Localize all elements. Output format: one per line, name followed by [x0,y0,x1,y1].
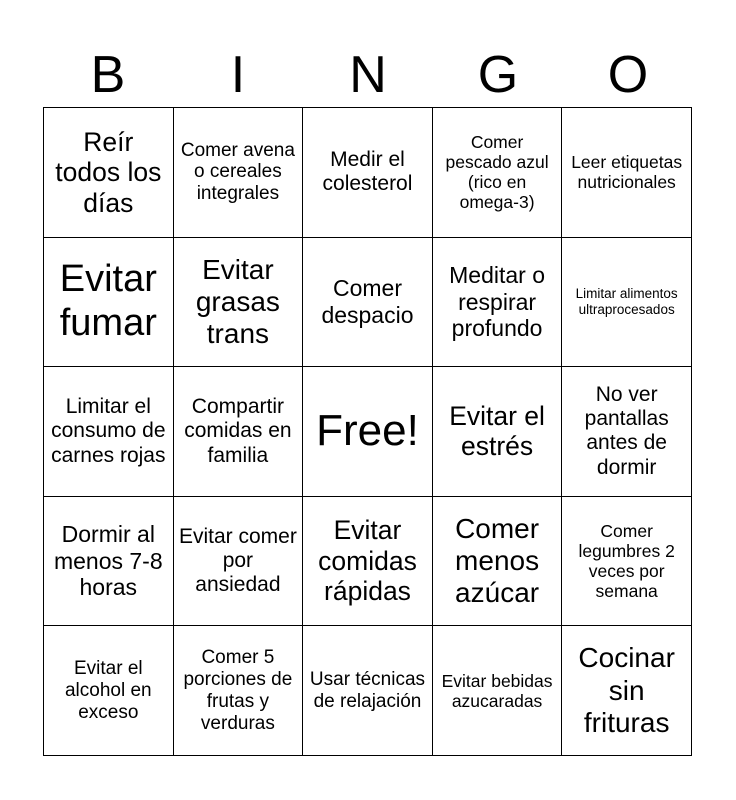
bingo-cell[interactable]: Meditar o respirar profundo [433,238,563,368]
bingo-cell[interactable]: Medir el colesterol [303,108,433,238]
bingo-grid [43,107,692,756]
bingo-cell[interactable]: Comer menos azúcar [433,497,563,627]
bingo-cell[interactable]: Evitar el estrés [433,367,563,497]
bingo-cell[interactable]: Evitar comer por ansiedad [174,497,304,627]
bingo-cell[interactable]: Reír todos los días [44,108,174,238]
bingo-cell[interactable]: Compartir comidas en familia [174,367,304,497]
bingo-cell[interactable]: Limitar alimentos ultraprocesados [562,238,692,368]
bingo-cell[interactable]: Evitar el alcohol en exceso [44,626,174,756]
bingo-cell[interactable]: Cocinar sin frituras [562,626,692,756]
bingo-cell[interactable]: Comer despacio [303,238,433,368]
header-letter-o: O [607,46,649,104]
bingo-cell[interactable]: Comer 5 porciones de frutas y verduras [174,626,304,756]
header-letter-i: I [230,46,246,104]
bingo-cell[interactable]: Evitar comidas rápidas [303,497,433,627]
free-space[interactable]: Free! [303,367,433,497]
bingo-cell[interactable]: Usar técnicas de relajación [303,626,433,756]
bingo-cell[interactable]: Comer legumbres 2 veces por semana [562,497,692,627]
bingo-cell[interactable]: Evitar grasas trans [174,238,304,368]
bingo-cell[interactable]: Leer etiquetas nutricionales [562,108,692,238]
bingo-cell[interactable]: Comer avena o cereales integrales [174,108,304,238]
bingo-header [43,42,693,108]
bingo-cell[interactable]: No ver pantallas antes de dormir [562,367,692,497]
bingo-cell[interactable]: Evitar bebidas azucaradas [433,626,563,756]
header-letter-g: G [477,46,519,104]
bingo-cell[interactable]: Limitar el consumo de carnes rojas [44,367,174,497]
bingo-cell[interactable]: Comer pescado azul (rico en omega-3) [433,108,563,238]
header-letter-n: N [349,46,387,104]
bingo-cell[interactable]: Dormir al menos 7-8 horas [44,497,174,627]
bingo-cell[interactable]: Evitar fumar [44,238,174,368]
header-letter-b: B [90,46,126,104]
